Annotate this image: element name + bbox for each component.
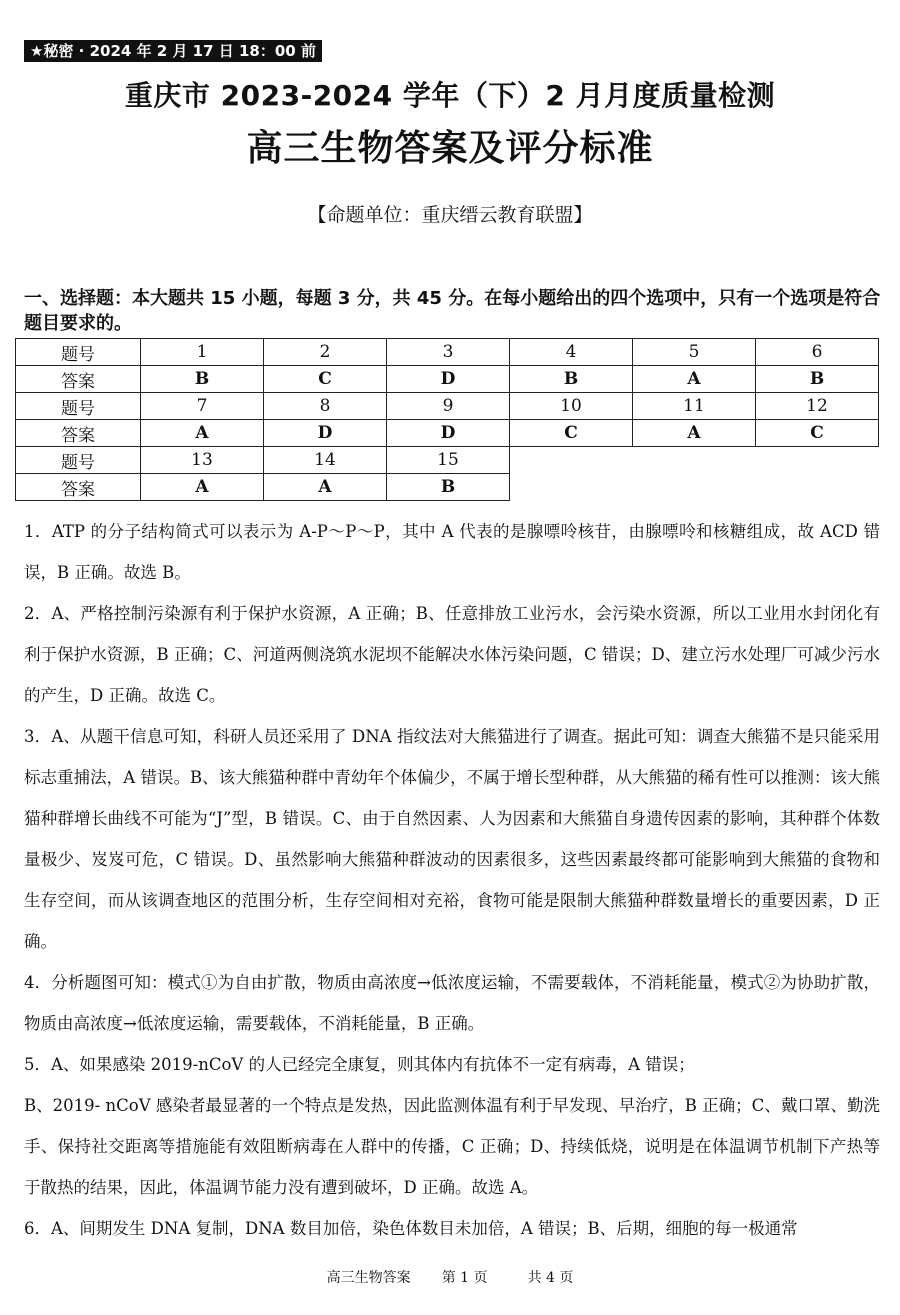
question-number: 3 [387, 339, 510, 366]
footer-doc-name: 高三生物答案 [326, 1270, 411, 1286]
confidential-tag: ★秘密 · 2024 年 2 月 17 日 18：00 前 [24, 40, 322, 62]
answer-table [15, 338, 879, 501]
answer-cell: B [387, 474, 510, 501]
explanation-paragraph: 1．ATP 的分子结构简式可以表示为 A-P～P～P，其中 A 代表的是腺嘌呤核苷，由腺嘌呤和核糖组成，故 ACD 错误，B 正确。故选 B。 [24, 522, 880, 582]
page-footer [0, 1268, 900, 1288]
explanations [24, 511, 880, 1249]
answer-cell: D [387, 366, 510, 393]
question-number: 10 [510, 393, 633, 420]
answer-cell: B [510, 366, 633, 393]
answer-cell: A [141, 474, 264, 501]
row-label-question: 题号 [16, 393, 141, 420]
table-row [16, 474, 879, 501]
question-number: 14 [264, 447, 387, 474]
exam-title: 重庆市 2023-2024 学年（下）2 月月度质量检测 [124, 79, 776, 112]
question-number: 5 [633, 339, 756, 366]
answer-cell: C [510, 420, 633, 447]
section-heading: 一、选择题：本大题共 15 小题，每题 3 分，共 45 分。在每小题给出的四个选项中，只有一个选项是符合题目要求的。 [24, 288, 881, 334]
answer-cell: D [387, 420, 510, 447]
answer-cell: D [264, 420, 387, 447]
row-label-question: 题号 [16, 447, 141, 474]
empty-cell [633, 474, 756, 501]
footer-page-number: 第 1 页 [441, 1270, 488, 1286]
author-unit: 【命题单位：重庆缙云教育联盟】 [307, 204, 593, 226]
explanation-paragraph: 6．A、间期发生 DNA 复制，DNA 数目加倍，染色体数目未加倍，A 错误；B、后期，细胞的每一极通常 [24, 1219, 798, 1238]
empty-cell [633, 447, 756, 474]
row-label-question: 题号 [16, 339, 141, 366]
answer-cell: B [141, 366, 264, 393]
empty-cell [510, 447, 633, 474]
explanation-paragraph: B、2019- nCoV 感染者最显著的一个特点是发热，因此监测体温有利于早发现、早治疗，B 正确；C、戴口罩、勤洗手、保持社交距离等措施能有效阻断病毒在人群中的传播，C 正确；D、持续低烧，说明是在体温调节机制下产热等于散热的结果，因此，体温调节能力没有遭到破坏，D 正确。故选 A。 [24, 1096, 880, 1197]
question-number: 8 [264, 393, 387, 420]
question-number: 11 [633, 393, 756, 420]
explanation-paragraph: 2．A、严格控制污染源有利于保护水资源，A 正确；B、任意排放工业污水，会污染水资源，所以工业用水封闭化有利于保护水资源，B 正确；C、河道两侧浇筑水泥坝不能解决水体污染问题，C 错误；D、建立污水处理厂可减少污水的产生，D 正确。故选 C。 [24, 604, 880, 705]
answer-cell: A [264, 474, 387, 501]
answer-cell: C [756, 420, 879, 447]
footer-total-pages: 共 4 页 [527, 1270, 574, 1286]
table-row [16, 366, 879, 393]
document-title: 高三生物答案及评分标准 [246, 128, 654, 169]
table-row [16, 393, 879, 420]
answer-cell: B [756, 366, 879, 393]
answer-cell: C [264, 366, 387, 393]
question-number: 9 [387, 393, 510, 420]
question-number: 2 [264, 339, 387, 366]
table-row [16, 447, 879, 474]
row-label-answer: 答案 [16, 420, 141, 447]
row-label-answer: 答案 [16, 366, 141, 393]
empty-cell [756, 447, 879, 474]
table-row [16, 420, 879, 447]
explanation-paragraph: 5．A、如果感染 2019-nCoV 的人已经完全康复，则其体内有抗体不一定有病毒，A 错误； [24, 1055, 695, 1074]
row-label-answer: 答案 [16, 474, 141, 501]
question-number: 13 [141, 447, 264, 474]
question-number: 7 [141, 393, 264, 420]
answer-cell: A [633, 420, 756, 447]
answer-cell: A [141, 420, 264, 447]
empty-cell [756, 474, 879, 501]
question-number: 4 [510, 339, 633, 366]
explanation-paragraph: 4．分析题图可知：模式①为自由扩散，物质由高浓度→低浓度运输，不需要载体，不消耗能量，模式②为协助扩散，物质由高浓度→低浓度运输，需要载体，不消耗能量，B 正确。 [24, 973, 880, 1033]
empty-cell [510, 474, 633, 501]
answer-cell: A [633, 366, 756, 393]
question-number: 12 [756, 393, 879, 420]
table-row [16, 339, 879, 366]
explanation-paragraph: 3．A、从题干信息可知，科研人员还采用了 DNA 指纹法对大熊猫进行了调查。据此可知：调查大熊猫不是只能采用标志重捕法，A 错误。B、该大熊猫种群中青幼年个体偏少，不属于增长型种群，从大熊猫的稀有性可以推测：该大熊猫种群增长曲线不可能为“J”型，B 错误。C、由于自然因素、人为因素和大熊猫自身遗传因素的影响，其种群个体数量极少、岌岌可危，C 错误。D、虽然影响大熊猫种群波动的因素很多，这些因素最终都可能影响到大熊猫的食物和生存空间，而从该调查地区的范围分析，生存空间相对充裕，食物可能是限制大熊猫种群数量增长的重要因素，D 正确。 [24, 727, 880, 951]
question-number: 15 [387, 447, 510, 474]
question-number: 1 [141, 339, 264, 366]
question-number: 6 [756, 339, 879, 366]
